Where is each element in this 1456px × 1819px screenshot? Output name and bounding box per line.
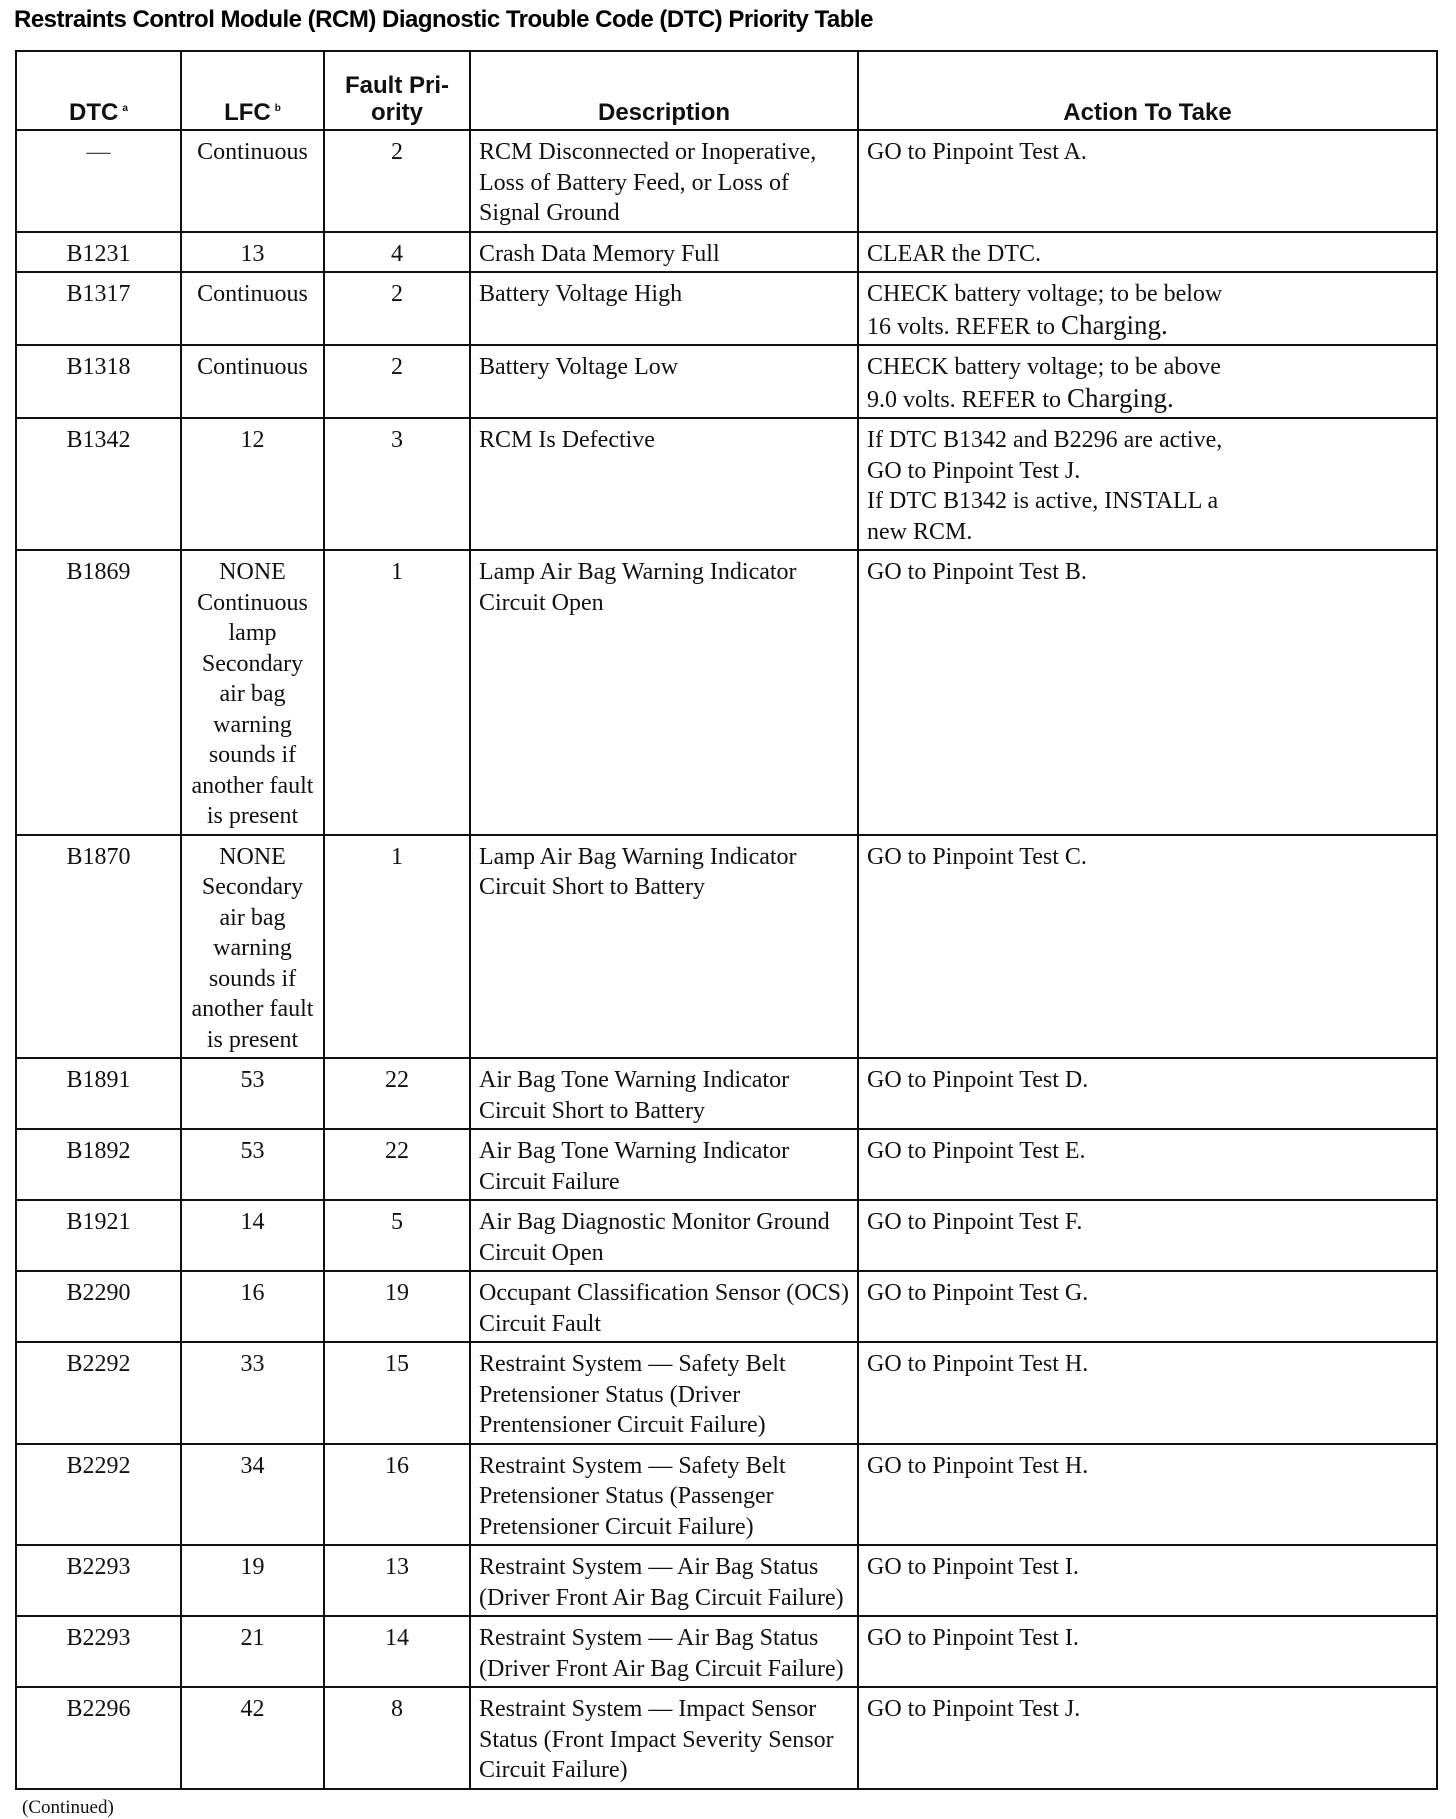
action-cell: GO to Pinpoint Test I. [858,1545,1437,1616]
description-cell: Air Bag Tone Warning Indicator Circuit Failure [470,1129,858,1200]
table-row [16,835,1437,1059]
dtc-cell: B1342 [16,418,181,550]
description-cell: Occupant Classification Sensor (OCS) Circuit Fault [470,1271,858,1342]
lfc-cell: 19 [181,1545,324,1616]
dtc-cell: B2293 [16,1545,181,1616]
fault-priority-cell: 2 [324,130,470,232]
fault-priority-cell: 3 [324,418,470,550]
header-action: Action To Take [858,51,1437,130]
table-row [16,272,1437,345]
description-cell: Lamp Air Bag Warning Indicator Circuit Open [470,550,858,835]
action-cell: If DTC B1342 and B2296 are active, GO to Pinpoint Test J. If DTC B1342 is active, INSTALL a new RCM. [858,418,1437,550]
fault-priority-cell: 14 [324,1616,470,1687]
fault-priority-cell: 2 [324,345,470,418]
action-cell: GO to Pinpoint Test G. [858,1271,1437,1342]
action-cell: CHECK battery voltage; to be above 9.0 volts. REFER to Charging. [858,345,1437,418]
fault-priority-cell: 5 [324,1200,470,1271]
description-cell: Air Bag Tone Warning Indicator Circuit Short to Battery [470,1058,858,1129]
table-row [16,345,1437,418]
action-cell: GO to Pinpoint Test H. [858,1342,1437,1444]
table-row [16,1058,1437,1129]
action-cell: GO to Pinpoint Test J. [858,1687,1437,1789]
fault-priority-cell: 8 [324,1687,470,1789]
dtc-cell: B1869 [16,550,181,835]
description-cell: Restraint System — Air Bag Status (Driver Front Air Bag Circuit Failure) [470,1545,858,1616]
dtc-cell: B1921 [16,1200,181,1271]
fault-priority-cell: 22 [324,1129,470,1200]
description-cell: Battery Voltage High [470,272,858,345]
lfc-cell: 12 [181,418,324,550]
header-dtc: DTC $^a$ [16,51,181,130]
dtc-cell: B1317 [16,272,181,345]
fault-priority-cell: 19 [324,1271,470,1342]
fault-priority-cell: 16 [324,1444,470,1546]
dtc-priority-table [15,50,1438,1790]
description-cell: Air Bag Diagnostic Monitor Ground Circuit Open [470,1200,858,1271]
table-row [16,550,1437,835]
dtc-cell: B2293 [16,1616,181,1687]
fault-priority-cell: 2 [324,272,470,345]
fault-priority-cell: 13 [324,1545,470,1616]
lfc-cell: 34 [181,1444,324,1546]
dtc-cell: B1892 [16,1129,181,1200]
table-row [16,1545,1437,1616]
fault-priority-cell: 22 [324,1058,470,1129]
action-cell: CHECK battery voltage; to be below 16 volts. REFER to Charging. [858,272,1437,345]
table-row [16,1687,1437,1789]
description-cell: Lamp Air Bag Warning Indicator Circuit Short to Battery [470,835,858,1059]
table-row [16,1616,1437,1687]
dtc-cell: B1891 [16,1058,181,1129]
lfc-cell: NONE Continuous lamp Secondary air bag warning sounds if another fault is present [181,550,324,835]
description-cell: RCM Is Defective [470,418,858,550]
description-cell: Restraint System — Impact Sensor Status (Front Impact Severity Sensor Circuit Failure) [470,1687,858,1789]
action-cell: GO to Pinpoint Test E. [858,1129,1437,1200]
description-cell: RCM Disconnected or Inoperative, Loss of Battery Feed, or Loss of Signal Ground [470,130,858,232]
lfc-cell: NONE Secondary air bag warning sounds if another fault is present [181,835,324,1059]
dtc-cell: B2290 [16,1271,181,1342]
table-row [16,1129,1437,1200]
dtc-cell: B2296 [16,1687,181,1789]
lfc-cell: Continuous [181,345,324,418]
footnote-marker-a: a [122,103,128,114]
action-cell: GO to Pinpoint Test C. [858,835,1437,1059]
header-description: Description [470,51,858,130]
fault-priority-cell: 15 [324,1342,470,1444]
table-header-row [16,51,1437,130]
dtc-cell: B2292 [16,1444,181,1546]
header-lfc: LFC $^b$ [181,51,324,130]
action-cell: GO to Pinpoint Test B. [858,550,1437,835]
lfc-cell: 13 [181,232,324,273]
table-row [16,418,1437,550]
dtc-cell: B2292 [16,1342,181,1444]
description-cell: Restraint System — Safety Belt Pretensioner Status (Passenger Pretensioner Circuit Failure) [470,1444,858,1546]
table-title: Restraints Control Module (RCM) Diagnostic Trouble Code (DTC) Priority Table [14,6,873,33]
description-cell: Restraint System — Air Bag Status (Driver Front Air Bag Circuit Failure) [470,1616,858,1687]
fault-priority-cell: 1 [324,835,470,1059]
table-row [16,1444,1437,1546]
action-cell: CLEAR the DTC. [858,232,1437,273]
table-body [16,130,1437,1789]
dtc-cell: — [16,130,181,232]
description-cell: Battery Voltage Low [470,345,858,418]
table-row [16,1200,1437,1271]
charging-reference: Charging. [1067,382,1174,413]
lfc-cell: 33 [181,1342,324,1444]
table-row [16,130,1437,232]
lfc-cell: 14 [181,1200,324,1271]
lfc-cell: 16 [181,1271,324,1342]
charging-reference: Charging. [1061,309,1168,340]
action-cell: GO to Pinpoint Test H. [858,1444,1437,1546]
lfc-cell: 42 [181,1687,324,1789]
fault-priority-cell: 1 [324,550,470,835]
header-fault-priority: Fault Pri- ority [324,51,470,130]
lfc-cell: 53 [181,1058,324,1129]
table-row [16,232,1437,273]
lfc-cell: 21 [181,1616,324,1687]
lfc-cell: 53 [181,1129,324,1200]
table-row [16,1342,1437,1444]
description-cell: Crash Data Memory Full [470,232,858,273]
dtc-cell: B1870 [16,835,181,1059]
footnote-marker-b: b [274,103,281,114]
continued-note: (Continued) [22,1797,114,1818]
fault-priority-cell: 4 [324,232,470,273]
lfc-cell: Continuous [181,272,324,345]
action-cell: GO to Pinpoint Test A. [858,130,1437,232]
dtc-cell: B1318 [16,345,181,418]
action-cell: GO to Pinpoint Test D. [858,1058,1437,1129]
table-row [16,1271,1437,1342]
action-cell: GO to Pinpoint Test I. [858,1616,1437,1687]
dtc-cell: B1231 [16,232,181,273]
action-cell: GO to Pinpoint Test F. [858,1200,1437,1271]
lfc-cell: Continuous [181,130,324,232]
description-cell: Restraint System — Safety Belt Pretensioner Status (Driver Prentensioner Circuit Failure) [470,1342,858,1444]
